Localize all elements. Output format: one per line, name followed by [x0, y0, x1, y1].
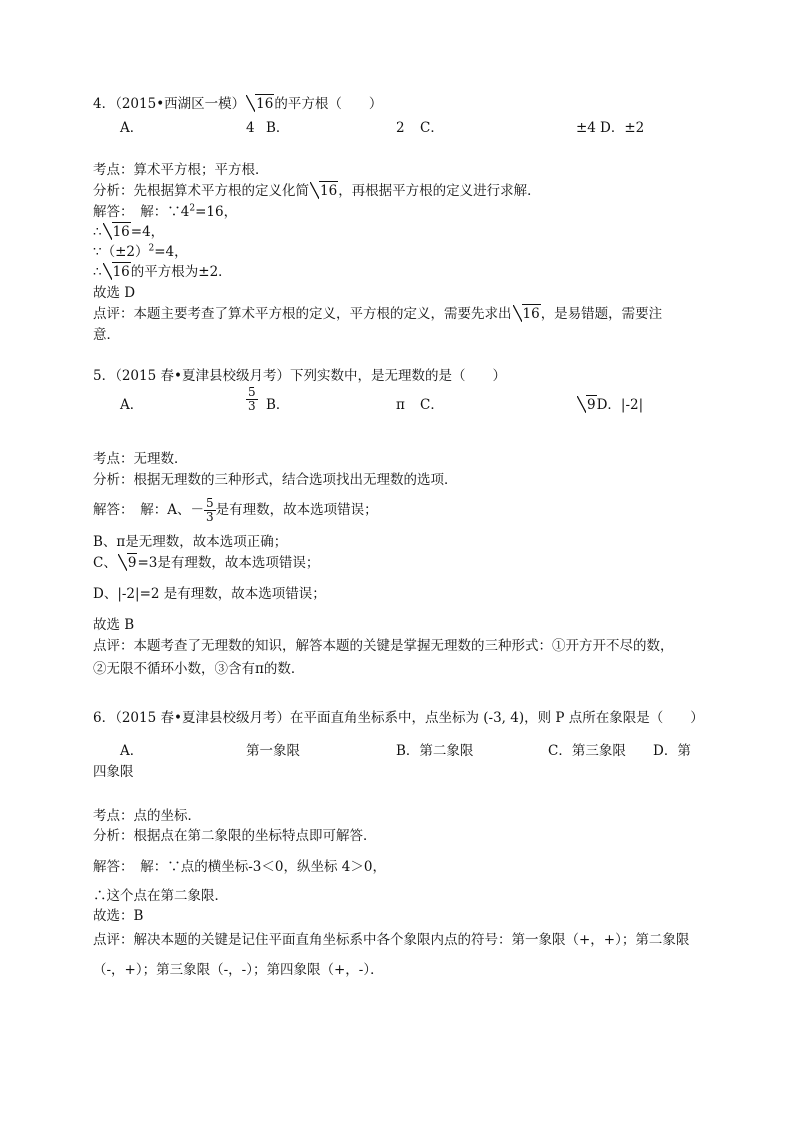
- q5-step-c: [93, 553, 319, 573]
- denominator: 3: [206, 510, 214, 524]
- q4-step-text: ∵（±2）: [93, 244, 149, 260]
- q4-step-text: =4，: [130, 224, 165, 240]
- q5-option-d: D．|-2|: [596, 397, 644, 413]
- q5-answer: 故选 B: [93, 617, 135, 633]
- q5-option-b-value: π: [396, 397, 405, 413]
- q4-jieda-text: 解答： 解：∵4: [93, 204, 190, 220]
- q5-step-text: C、: [93, 555, 117, 571]
- q4-answer: 故选 D: [93, 285, 136, 301]
- q4-option-a-value: 4: [246, 120, 255, 136]
- denominator: 3: [248, 399, 256, 413]
- numerator: 5: [248, 385, 256, 399]
- exponent: 2: [189, 203, 196, 214]
- q4-step-text: =4，: [154, 244, 188, 260]
- q4-fenxi-text: ，再根据平方根的定义进行求解．: [338, 183, 541, 199]
- q4-option-d: D．±2: [600, 120, 645, 136]
- q6-option-b: B．第二象限: [396, 743, 474, 759]
- sqrt-symbol: [577, 395, 597, 415]
- radicand: 16: [112, 224, 130, 240]
- radicand: 16: [522, 306, 540, 322]
- q6-answer: 故选：B: [93, 908, 144, 924]
- q6-option-d: D．第: [653, 743, 691, 759]
- q4-fenxi: [93, 181, 541, 201]
- numerator: 5: [206, 496, 214, 510]
- sqrt-symbol: [118, 553, 138, 573]
- fraction: [204, 497, 216, 524]
- q4-option-a-label: A．: [120, 120, 144, 136]
- q6-option-a-value: 第一象限: [246, 743, 300, 759]
- q5-jieda-text: 解答： 解：A、－: [93, 502, 204, 518]
- q4-option-b-label: B．: [266, 120, 290, 136]
- q6-option-c: C．第三象限: [548, 743, 626, 759]
- q4-stem-text: 4．（2015•西湖区一模）: [93, 96, 246, 112]
- q5-dianping-cont: ②无限不循环小数，③含有π的数．: [93, 661, 305, 677]
- q4-stem: [93, 94, 382, 114]
- q4-fenxi-text: 分析：先根据算术平方根的定义化简: [93, 183, 309, 199]
- q4-dianping-text: 点评：本题主要考查了算术平方根的定义，平方根的定义，需要先求出: [93, 306, 512, 322]
- q6-jieda: 解答： 解：∵点的横坐标-3＜0，纵坐标 4＞0，: [93, 859, 386, 875]
- radicand: 9: [587, 397, 596, 413]
- q5-fenxi: 分析：根据无理数的三种形式，结合选项找出无理数的选项．: [93, 472, 458, 488]
- therefore-symbol: ∴: [93, 264, 102, 280]
- q6-stem: 6．（2015 春•夏津县校级月考）在平面直角坐标系中，点坐标为 (-3, 4)，则 P 点所在象限是（ ）: [93, 710, 704, 726]
- therefore-symbol: ∴: [93, 224, 102, 240]
- sqrt-symbol: [246, 94, 274, 114]
- radicand: 16: [112, 264, 130, 280]
- q6-fenxi: 分析：根据点在第二象限的坐标特点即可解答．: [93, 828, 377, 844]
- q6-kaodian: 考点：点的坐标．: [93, 808, 201, 824]
- q4-step-4: [93, 262, 232, 282]
- fraction: [246, 386, 258, 413]
- q4-dianping-text: ，是易错题，需要注: [540, 306, 663, 322]
- q4-dianping-cont: 意．: [93, 327, 120, 343]
- q4-option-b-value: 2: [396, 120, 405, 136]
- q4-step-text: 的平方根为±2．: [130, 264, 232, 280]
- q4-step-2: [93, 222, 164, 242]
- sqrt-symbol: [310, 181, 338, 201]
- q5-option-a-value: [246, 386, 258, 413]
- sqrt-symbol: [103, 222, 131, 242]
- q6-dianping-cont: （-，+）；第三象限（-，-）；第四象限（+，-）．: [93, 962, 384, 978]
- sqrt-symbol: [513, 304, 541, 324]
- radicand: 16: [256, 96, 274, 112]
- q4-kaodian: 考点：算术平方根；平方根．: [93, 162, 269, 178]
- q5-jieda: [93, 497, 378, 524]
- q5-option-c-value: [576, 395, 643, 415]
- q5-step-text: =3是有理数，故本选项错误；: [137, 555, 320, 571]
- q5-step-d: D、|-2|=2 是有理数，故本选项错误；: [93, 586, 326, 602]
- q6-step-2: ∴这个点在第二象限．: [93, 888, 228, 904]
- sqrt-symbol: [103, 262, 131, 282]
- q5-option-c-label: C．: [420, 397, 444, 413]
- radicand: 16: [320, 183, 338, 199]
- q5-option-b-label: B．: [266, 397, 290, 413]
- q4-jieda: [93, 202, 237, 222]
- q5-stem: 5．（2015 春•夏津县校级月考）下列实数中，是无理数的是（ ）: [93, 368, 506, 384]
- q6-option-a-label: A．: [120, 743, 144, 759]
- q4-jieda-text: =16，: [195, 204, 238, 220]
- q5-step-b: B、π是无理数，故本选项正确；: [93, 534, 288, 550]
- q6-dianping: 点评：解决本题的关键是记住平面直角坐标系中各个象限内点的符号：第一象限（+，+）；第二象限: [93, 932, 690, 948]
- q5-jieda-text: 是有理数，故本选项错误；: [215, 502, 378, 518]
- q4-stem-text: 的平方根（ ）: [274, 96, 383, 112]
- q4-dianping: [93, 304, 662, 324]
- q5-option-a-label: A．: [120, 397, 144, 413]
- q6-option-d-cont: 四象限: [93, 764, 134, 780]
- q4-option-c-value: ±4: [576, 120, 596, 136]
- q5-kaodian: 考点：无理数．: [93, 451, 188, 467]
- radicand: 9: [127, 555, 137, 571]
- exponent: 2: [148, 243, 155, 254]
- q4-option-c-label: C．: [420, 120, 444, 136]
- q5-dianping: 点评：本题考查了无理数的知识，解答本题的关键是掌握无理数的三种形式：①开方开不尽的数，: [93, 638, 674, 654]
- q4-step-3: [93, 242, 188, 262]
